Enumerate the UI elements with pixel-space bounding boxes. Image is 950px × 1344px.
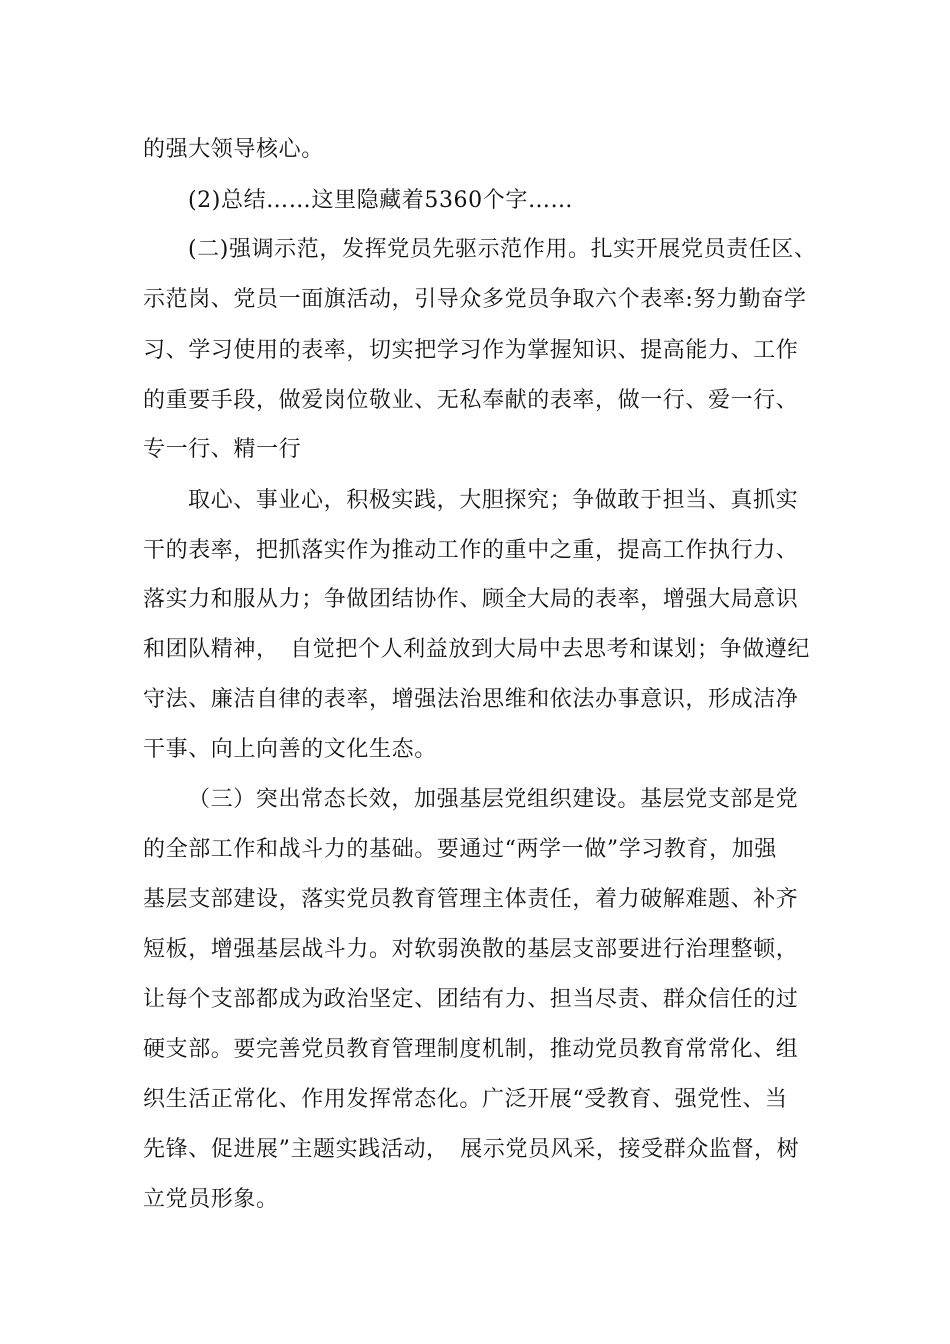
text-line: 的重要手段，做爱岗位敬业、无私奉献的表率，做一行、爱一行、: [143, 388, 799, 413]
text-line: 专一行、精一行: [143, 437, 302, 462]
text-line: 取心、事业心，积极实践，大胆探究；争做敢于担当、真抓实: [188, 488, 799, 513]
text-line: 习、学习使用的表率，切实把学习作为掌握知识、提高能力、工作: [143, 338, 799, 363]
text-line: 落实力和服从力；争做团结协作、顾全大局的表率，增强大局意识: [143, 587, 799, 612]
text-line: 的强大领导核心。: [143, 137, 324, 162]
text-line: 示范岗、党员一面旗活动，引导众多党员争取六个表率:努力勤奋学: [143, 287, 807, 312]
text-line: 立党员形象。: [143, 1187, 279, 1212]
text-line: 和团队精神， 自觉把个人利益放到大局中去思考和谋划；争做遵纪: [143, 637, 811, 662]
text-line: (2)总结……这里隐藏着5360个字……: [188, 188, 574, 213]
text-line: 基层支部建设，落实党员教育管理主体责任，着力破解难题、补齐: [143, 887, 799, 912]
text-line: 硬支部。要完善党员教育管理制度机制，推动党员教育常常化、组: [143, 1037, 799, 1062]
text-line: 织生活正常化、作用发挥常态化。广泛开展“受教育、强党性、当: [143, 1087, 788, 1112]
text-line: （三）突出常态长效，加强基层党组织建设。基层党支部是党: [188, 787, 799, 812]
text-line: 短板，增强基层战斗力。对软弱涣散的基层支部要进行治理整顿，: [143, 937, 799, 962]
text-line: 先锋、促进展”主题实践活动， 展示党员风采，接受群众监督，树: [143, 1137, 800, 1162]
text-line: 干事、向上向善的文化生态。: [143, 737, 437, 762]
text-line: 的全部工作和战斗力的基础。要通过“两学一做”学习教育，加强: [143, 837, 777, 862]
text-line: (二)强调示范，发挥党员先驱示范作用。扎实开展党员责任区、: [188, 237, 817, 262]
text-line: 守法、廉洁自律的表率，增强法治思维和依法办事意识，形成洁净: [143, 687, 799, 712]
text-line: 让每个支部都成为政治坚定、团结有力、担当尽责、群众信任的过: [143, 987, 799, 1012]
text-line: 干的表率，把抓落实作为推动工作的重中之重，提高工作执行力、: [143, 538, 799, 563]
